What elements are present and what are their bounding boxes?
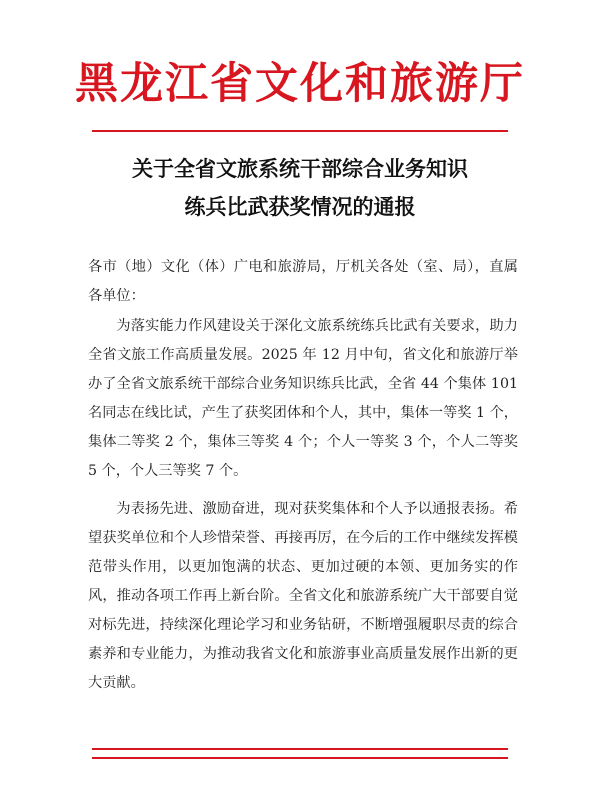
salutation: 各市（地）文化（体）广电和旅游局，厅机关各处（室、局），直属各单位： xyxy=(88,259,518,304)
footer-red-rule-lower xyxy=(92,757,508,759)
body-paragraph-2: 为表扬先进、激励奋进，现对获奖集体和个人予以通报表扬。希望获奖单位和个人珍惜荣誉、再接再厉，在今后的工作中继续发挥模范带头作用，以更加饱满的状态、更加过硬的本领、更加务实的作风，推动各项工作再上新台阶。全省文化和旅游系统广大干部要自觉对标先进，持续深化理论学习和业务钻研，不断增强履职尽责的综合素养和专业能力，为推动我省文化和旅游事业高质量发展作出新的更大贡献。 xyxy=(88,501,518,691)
notice-body xyxy=(88,253,518,698)
issuing-authority-header: 黑龙江省文化和旅游厅 xyxy=(75,59,525,109)
body-paragraph-1: 为落实能力作风建设关于深化文旅系统练兵比武有关要求，助力全省文旅工作高质量发展。2025 年 12 月中旬，省文化和旅游厅举办了全省文旅系统干部综合业务知识练兵比武，全省 44 个集体 101 名同志在线比试，产生了获奖团体和个人，其中，集体一等奖 1 个，集体二等奖 2 个，集体三等奖 4 个；个人一等奖 3 个，个人二等奖 5 个，个人三等奖 7 个。 xyxy=(88,318,518,479)
footer-red-rule-upper xyxy=(92,748,508,750)
notice-title xyxy=(0,150,600,226)
header-red-rule xyxy=(92,130,508,132)
notice-title-line-1: 关于全省文旅系统干部综合业务知识 xyxy=(132,156,468,181)
notice-title-line-2: 练兵比武获奖情况的通报 xyxy=(184,194,416,219)
